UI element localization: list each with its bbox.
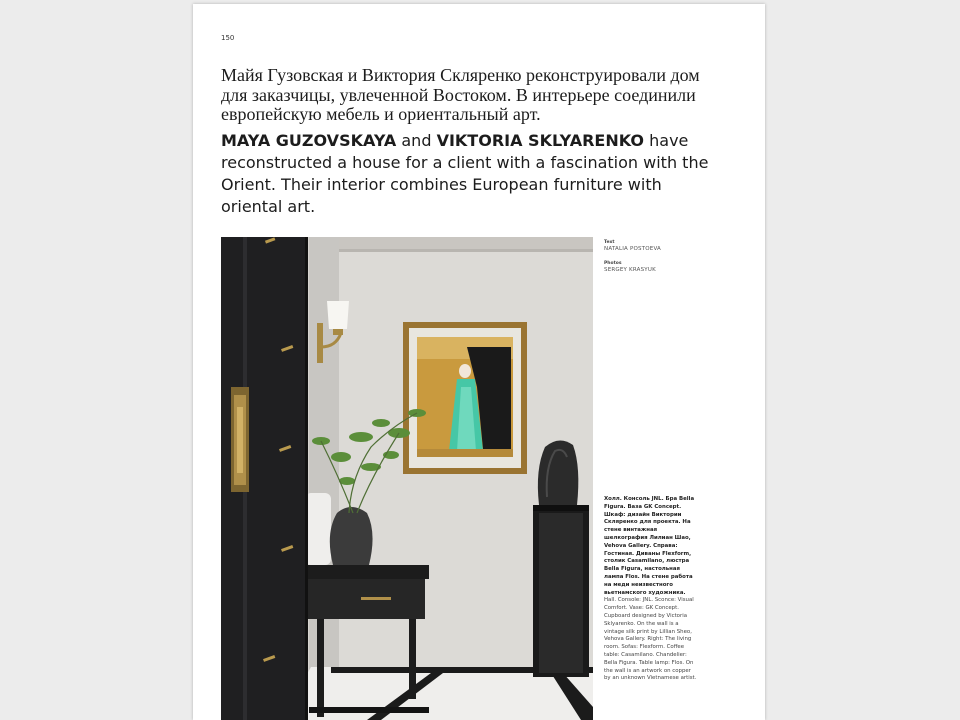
caption-english: Hall. Console: JNL. Sconce: Visual Comfort. Vase: GK Concept. Cupboard designed by Victoria Sklyarenko. On the wall is a vintage silk print by Lillian Sheo, Vehova Gallery. Right: The living room. Sofas: Flexform. Coffee table: Casamilano. Chandelier: Bella Figura. Table lamp: Flos. On the wall is an artwork on copper by an unknown Vietnamese artist.: [604, 597, 697, 682]
credit-label: Text: [604, 240, 615, 245]
lead-english-rest: have reconstructed a house for a client with a fascination with the Orient. Their interior combines European furniture with oriental art.: [221, 131, 709, 216]
caption-russian: Холл. Консоль JNL. Бра Bella Figura. Ваза GK Concept. Шкаф: дизайн Виктории Скляренко для проекта. На стене винтажная шелкография Лилиан Шао, Vehova Gallery. Справа: Гостиная. Диваны Flexform, столик Casamilano, люстра Bella Figura, настольная лампа Flos. На стене работа на меди неизвестного вьетнамского художника.: [604, 496, 695, 596]
lead-russian: Майя Гузовская и Виктория Скляренко реконструировали дом для заказчицы, увлеченной Востоком. В интерьере соединили европейскую мебель и ориентальный арт.: [221, 65, 700, 124]
page-number: 150: [221, 34, 235, 42]
lead-english: [221, 130, 721, 218]
designer-name-2: VIKTORIA SKLYARENKO: [436, 131, 645, 150]
credit-text: [604, 240, 724, 253]
lead-and: and: [396, 131, 437, 150]
magazine-page: [193, 4, 765, 720]
credit-label: Photos: [604, 261, 622, 266]
designer-name-1: MAYA GUZOVSKAYA: [221, 131, 397, 150]
photo-caption: [604, 496, 699, 683]
credit-name: SERGEY KRASYUK: [604, 267, 656, 273]
hall-interior-photo: [221, 237, 593, 720]
credit-name: NATALIA POSTOEVA: [604, 246, 662, 252]
credit-photos: [604, 261, 724, 274]
credits: [604, 240, 724, 282]
